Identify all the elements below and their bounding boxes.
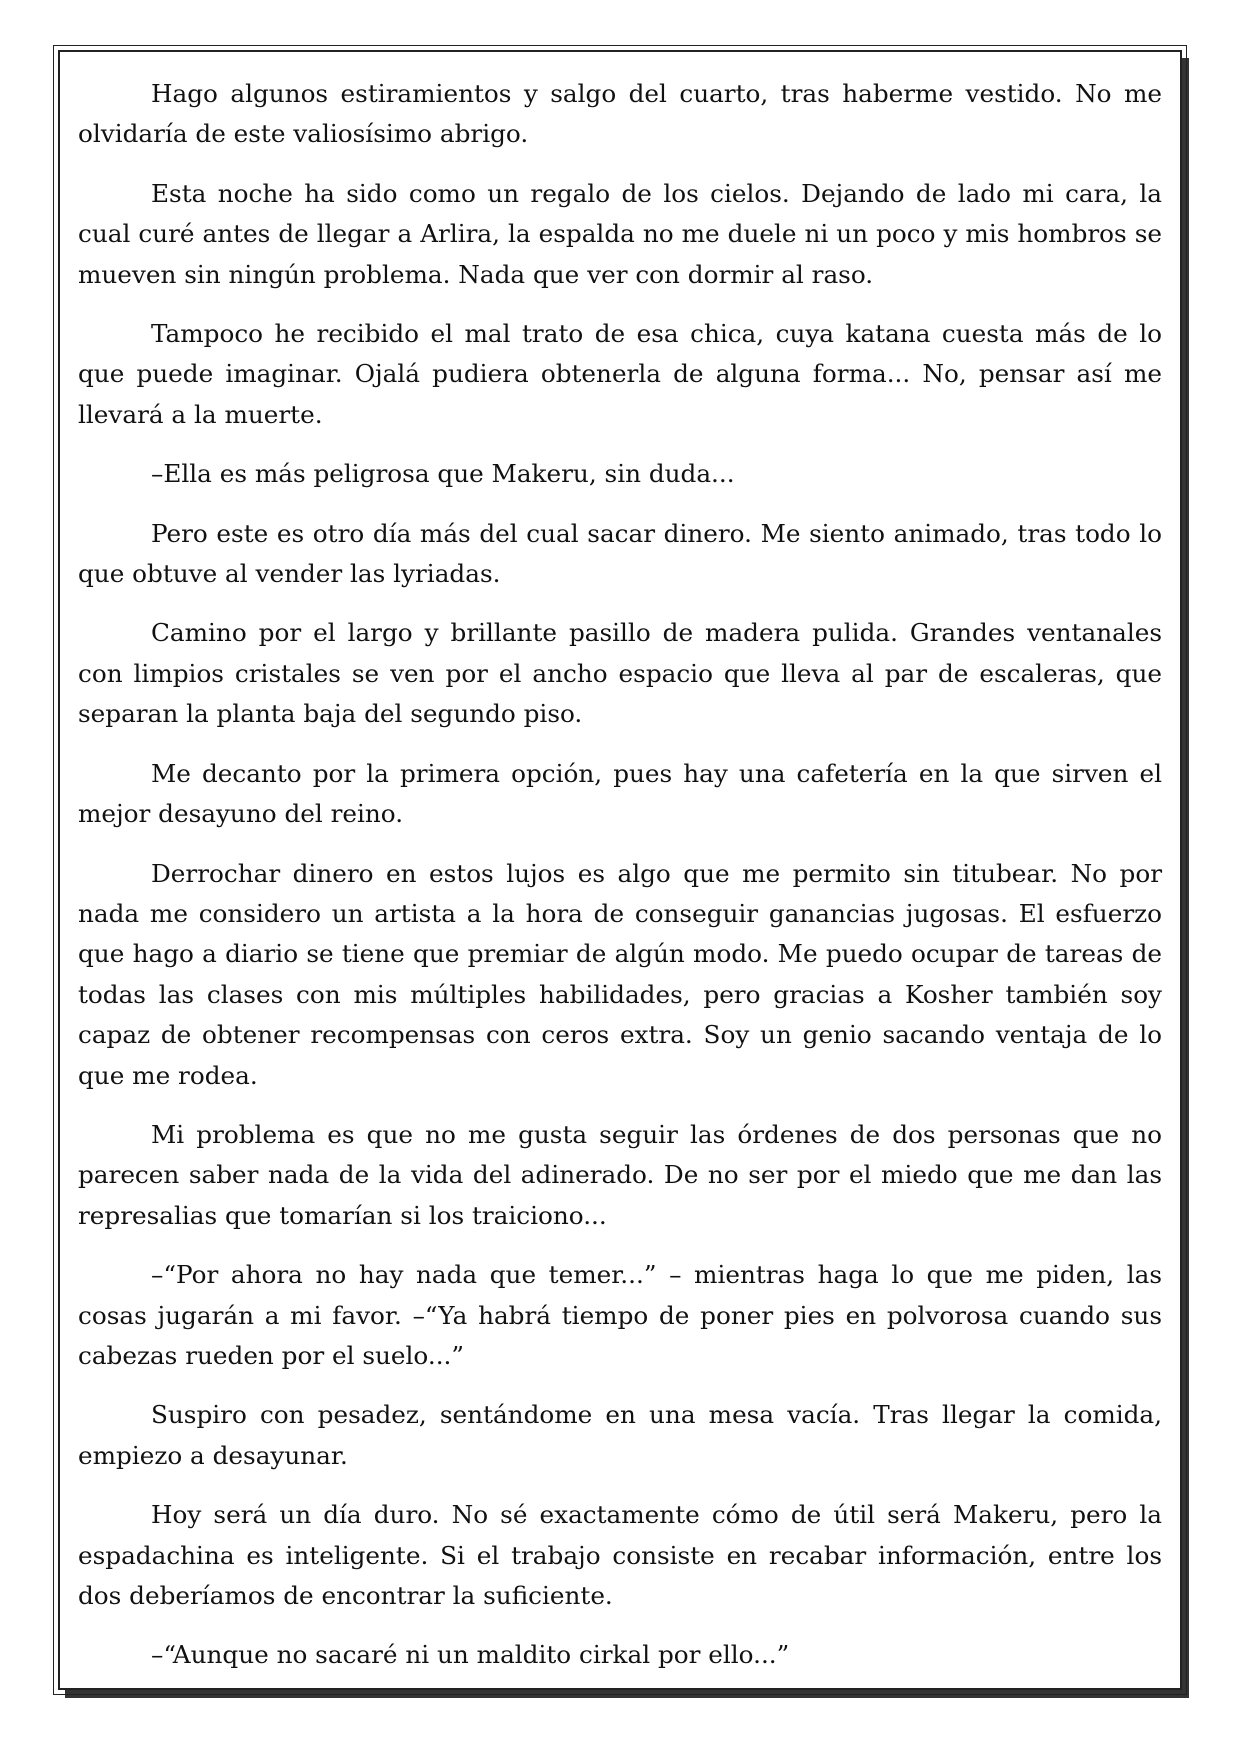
paragraph: –Ella es más peligrosa que Makeru, sin duda... <box>151 459 735 489</box>
paragraph: Me decanto por la primera opción, pues hay una cafetería en la que sirven el mejor desayuno del reino. <box>78 758 1162 829</box>
paragraph: –“Aunque no sacaré ni un maldito cirkal por ello...” <box>151 1640 790 1670</box>
paragraph: Pero este es otro día más del cual sacar dinero. Me siento animado, tras todo lo que obtuve al vender las lyriadas. <box>78 518 1162 589</box>
page-frame <box>58 50 1182 1690</box>
paragraph: Esta noche ha sido como un regalo de los cielos. Dejando de lado mi cara, la cual curé antes de llegar a Arlira, la espalda no me duele ni un poco y mis hombros se mueven sin ningún problema. Nada que ver con dormir al raso. <box>78 178 1162 289</box>
text-body <box>78 74 1162 1695</box>
paragraph: Derrochar dinero en estos lujos es algo que me permito sin titubear. No por nada me considero un artista a la hora de conseguir ganancias jugosas. El esfuerzo que hago a diario se tiene que premiar de algún modo. Me puedo ocupar de tareas de todas las clases con mis múltiples habilidades, pero gracias a Kosher también soy capaz de obtener recompensas con ceros extra. Soy un genio sacando ventaja de lo que me rodea. <box>78 858 1162 1090</box>
paragraph: Hoy será un día duro. No sé exactamente cómo de útil será Makeru, pero la espadachina es inteligente. Si el trabajo consiste en recabar información, entre los dos deberíamos de encontrar la suficiente. <box>78 1500 1162 1610</box>
paragraph: Hago algunos estiramientos y salgo del cuarto, tras haberme vestido. No me olvidaría de este valiosísimo abrigo. <box>78 79 1162 149</box>
paragraph: Suspiro con pesadez, sentándome en una mesa vacía. Tras llegar la comida, empiezo a desayunar. <box>78 1400 1162 1470</box>
paragraph: Mi problema es que no me gusta seguir las órdenes de dos personas que no parecen saber nada de la vida del adinerado. De no ser por el miedo que me dan las represalias que tomarían si los traiciono... <box>78 1119 1162 1230</box>
paragraph: Tampoco he recibido el mal trato de esa chica, cuya katana cuesta más de lo que puede imaginar. Ojalá pudiera obtenerla de alguna forma... No, pensar así me llevará a la muerte. <box>78 319 1162 429</box>
paragraph: Camino por el largo y brillante pasillo de madera pulida. Grandes ventanales con limpios cristales se ven por el ancho espacio que lleva al par de escaleras, que separan la planta baja del segundo piso. <box>78 618 1162 729</box>
paragraph: –“Por ahora no hay nada que temer...” – mientras haga lo que me piden, las cosas jugarán a mi favor. –“Ya habrá tiempo de poner pies en polvorosa cuando sus cabezas rueden por el suelo...” <box>78 1260 1162 1370</box>
